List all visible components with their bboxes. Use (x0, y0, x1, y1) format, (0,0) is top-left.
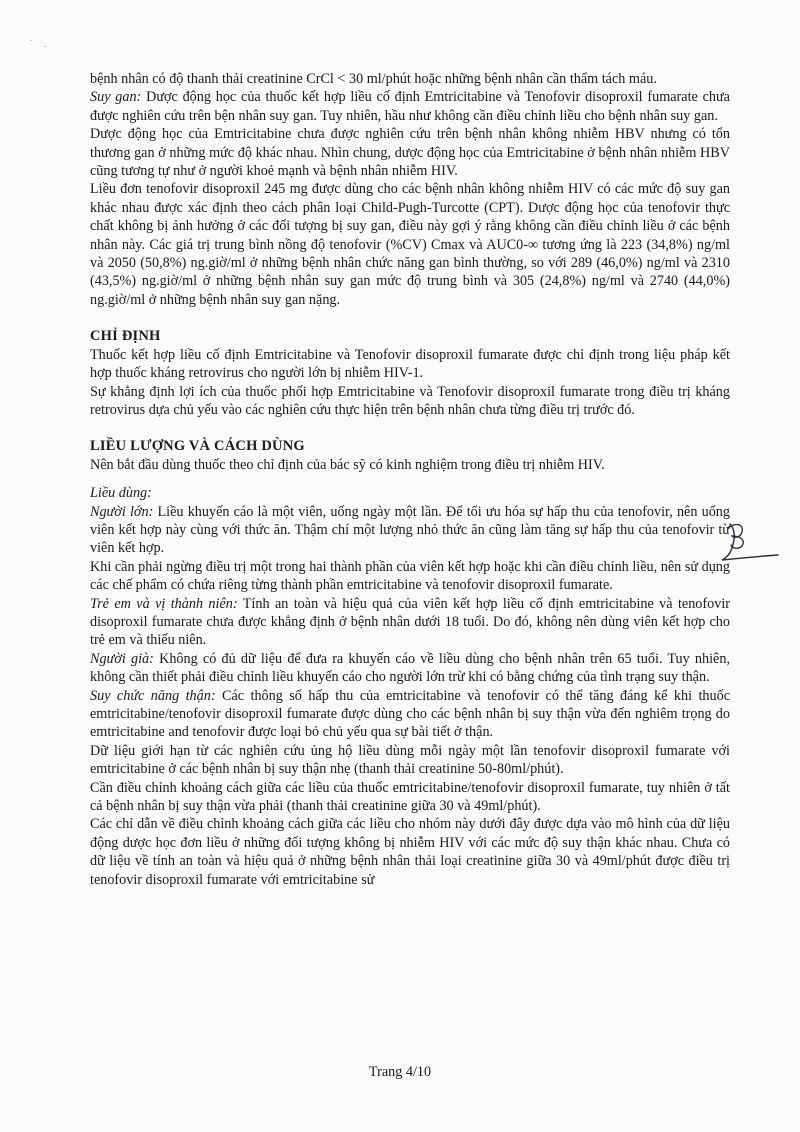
paragraph: Liều đơn tenofovir disoproxil 245 mg được dùng cho các bệnh nhân không nhiễm HIV có các mức độ suy gan khác nhau được xác định theo cách phân loại Child-Pugh-Turcotte (CPT). Dược động học của tenofovir thực chất không bị ảnh hưởng ở các đối tượng bị suy gan, điều này gợi ý rằng không cần điều chỉnh liều ở các bệnh nhân này. Các giá trị trung bình nồng độ tenofovir (%CV) Cmax và AUC0-∞ tương ứng là 223 (34,8%) ng/ml và 2050 (50,8%) ng.giờ/ml ở những bệnh nhân chức năng gan bình thường, so với 289 (46,0%) ng/ml và 2310 (43,5%) ng.giờ/ml ở những bệnh nhân suy gan mức độ trung bình và 305 (24,8%) ng/ml và 2740 (44,0%) ng.giờ/ml ở những bệnh nhân suy gan nặng. (90, 181, 730, 308)
paragraph-elderly (90, 650, 730, 687)
inline-label: Suy gan: (90, 89, 142, 106)
paragraph: Khi cần phải ngừng điều trị một trong hai thành phần của viên kết hợp hoặc khi cần điều chỉnh liều, nên sử dụng các chế phẩm có chứa riêng từng thành phần emtricitabine và tenofovir disoproxil fumarate. (90, 558, 730, 594)
page-footer: Trang 4/10 (368, 1064, 432, 1080)
inline-label: Trẻ em và vị thành niên: (90, 595, 238, 612)
paragraph-renal (90, 687, 730, 742)
paragraph-text: Liều khuyến cáo là một viên, uống ngày một lần. Để tối ưu hóa sự hấp thu của tenofovir, nên uống viên kết hợp này cùng với thức ăn. Thậm chí một lượng nhỏ thức ăn cũng làm tăng sự hấp thu của tenofovir từ viên kết hợp. (90, 503, 730, 557)
handwritten-signature (712, 518, 782, 568)
paragraph-text: Không có đủ dữ liệu để đưa ra khuyến cáo về liều dùng cho bệnh nhân trên 65 tuổi. Tuy nhiên, không cần thiết phải điều chỉnh liều khuyến cáo cho người lớn trừ khi có bằng chứng của tình trạng suy thận. (90, 650, 730, 686)
scan-speck (44, 46, 46, 47)
paragraph: Dược động học của Emtricitabine chưa được nghiên cứu trên bệnh nhân không nhiễm HBV nhưng có tổn thương gan ở những mức độ khác nhau. Nhìn chung, dược động học của Emtricitabine ở bệnh nhân nhiễm HBV cũng tương tự như ở người khoẻ mạnh và bệnh nhân nhiễm HIV. (90, 126, 730, 180)
paragraph: Cần điều chỉnh khoảng cách giữa các liều của thuốc emtricitabine/tenofovir disoproxil fumarate, tuy nhiên ở tất cả bệnh nhân bị suy thận vừa phải (thanh thải creatinine giữa 30 và 49ml/phút). (90, 779, 730, 815)
paragraph-adult (90, 503, 730, 558)
paragraph: Các chỉ dẫn về điều chỉnh khoảng cách giữa các liều cho nhóm này dưới đây được dựa vào mô hình của dữ liệu động dược học đơn liều ở những đối tượng không bị nhiễm HIV với các mức độ suy thận khác nhau. Chưa có dữ liệu về tính an toàn và hiệu quả ở những bệnh nhân thải loại creatinine giữa 30 và 49ml/phút được điều trị tenofovir disoproxil fumarate với emtricitabine sử (90, 816, 730, 888)
paragraph-hepatic (90, 88, 730, 125)
section-heading: CHỈ ĐỊNH (90, 328, 161, 345)
paragraph: Nên bắt đầu dùng thuốc theo chỉ định của bác sỹ có kinh nghiệm trong điều trị nhiễm HIV. (90, 456, 605, 473)
paragraph: bệnh nhân có độ thanh thải creatinine CrCl < 30 ml/phút hoặc những bệnh nhân cần thẩm tách máu. (90, 71, 657, 87)
section-heading: LIỀU LƯỢNG VÀ CÁCH DÙNG (90, 438, 305, 455)
paragraph: Dữ liệu giới hạn từ các nghiên cứu ủng hộ liều dùng mỗi ngày một lần tenofovir disoproxil fumarate với emtricitabine ở các bệnh nhân bị suy thận nhẹ (thanh thải creatinine 50-80ml/phút). (90, 742, 730, 778)
paragraph-text: Dược động học của thuốc kết hợp liều cố định Emtricitabine và Tenofovir disoproxil fumarate chưa được nghiên cứu trên bện nhân suy gan. Tuy nhiên, hầu như không cần điều chỉnh liều cho bệnh nhân suy gan. (90, 89, 730, 124)
paragraph-text: Tính an toàn và hiệu quả của viên kết hợp liều cố định emtricitabine và tenofovir disoproxil fumarate chưa được khẳng định ở bệnh nhân dưới 18 tuổi. Do đó, không nên dùng viên kết hợp cho trẻ em và thiếu niên. (90, 595, 730, 649)
document-page (90, 70, 730, 889)
scan-speck (30, 40, 32, 41)
inline-label: Người lớn: (90, 503, 154, 520)
paragraph: Thuốc kết hợp liều cố định Emtricitabine và Tenofovir disoproxil fumarate được chỉ định trong liệu pháp kết hợp thuốc kháng retrovirus cho người lớn bị nhiễm HIV-1. (90, 346, 730, 382)
inline-label: Suy chức năng thận: (90, 687, 216, 704)
subheading: Liều dùng: (90, 485, 152, 502)
paragraph-text: Các thông số hấp thu của emtricitabine và tenofovir có thể tăng đáng kể khi thuốc emtricitabine/tenofovir disoproxil fumarate được dùng cho các bệnh nhân bị suy thận vừa đến nghiêm trọng do emtricitabine and tenofovir được loại bỏ chủ yếu qua sự bài tiết ở thận. (90, 687, 730, 741)
paragraph-child (90, 595, 730, 650)
paragraph: Sự khẳng định lợi ích của thuốc phối hợp Emtricitabine và Tenofovir disoproxil fumarate trong điều trị kháng retrovirus dựa chủ yếu vào các nghiên cứu thực hiện trên bệnh nhân chưa từng điều trị trước đó. (90, 383, 730, 418)
inline-label: Người già: (90, 650, 154, 667)
